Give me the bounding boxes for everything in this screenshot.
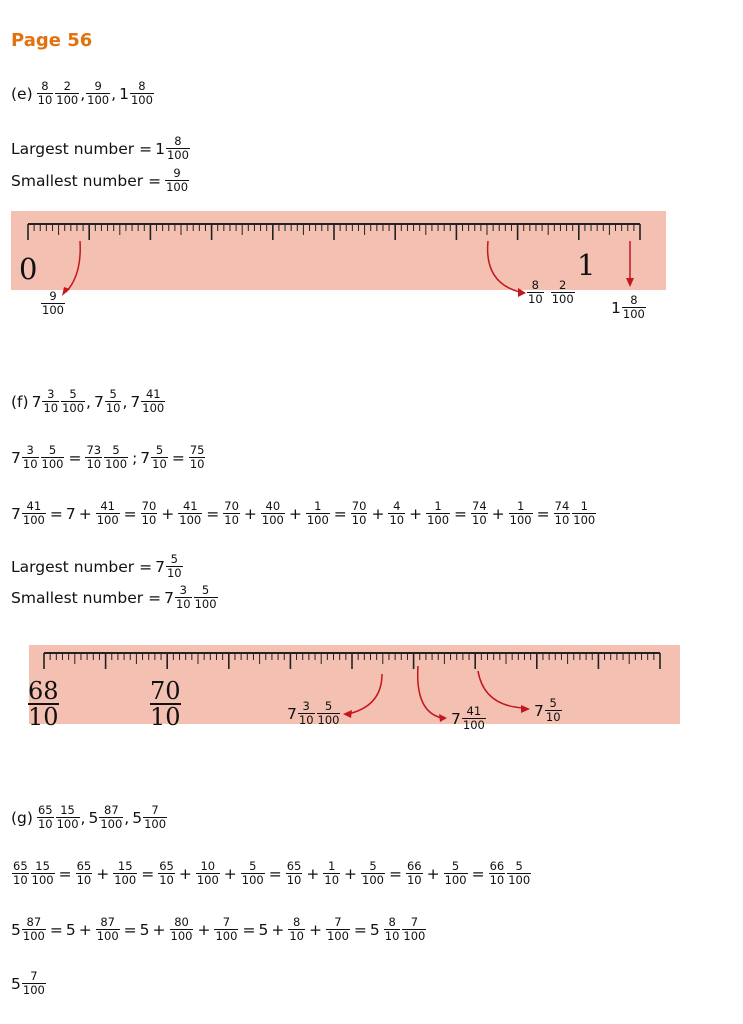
ruler-f-mark-7-3-5: 7 $\frac{3}{10}$ $\frac{5}{100}$ [287, 699, 340, 727]
fraction: $\frac{9}{100}$ [166, 166, 189, 194]
arrow [348, 674, 382, 714]
f-smallest: Smallest number = 7 $\frac{3}{10}$ $\frac{5}{100}$ [11, 583, 217, 611]
fraction: $\frac{2}{100}$ [56, 79, 79, 107]
ruler-f-right-label: 70 10 [150, 677, 181, 731]
f-list: (f) 7 $\frac{3}{10}$ $\frac{5}{100}$ , 7 $\frac{5}{10}$ , 7 $\frac{41}{100}$ [11, 387, 165, 415]
fraction: $\frac{8}{10}$ [528, 278, 543, 306]
arrowhead [521, 705, 530, 713]
arrow [418, 666, 442, 718]
e-largest: Largest number = 1 $\frac{8}{100}$ [11, 134, 189, 162]
fraction: $\frac{8}{100}$ [166, 134, 189, 162]
ruler-f-arrows [348, 666, 524, 718]
fraction: $\frac{9}{100}$ [87, 79, 110, 107]
ruler-f-left-label: 68 10 [28, 677, 59, 731]
fraction: $\frac{2}{100}$ [551, 278, 574, 306]
g-convert-2: 5 $\frac{87}{100}$ = 5 + $\frac{87}{100}$ = 5 + $\frac{80}{100}$ + $\frac{7}{100}$ = 5 + $\frac{8}{10}$ + $\frac{7}{100}$ = 5 $\frac{8}{10}$ $\frac{7}{100}$ [11, 915, 426, 943]
g-list: (g) $\frac{65}{10}$ $\frac{15}{100}$ , 5 $\frac{87}{100}$ , 5 $\frac{7}{100}$ [11, 803, 167, 831]
g-convert-1: $\frac{65}{10}$ $\frac{15}{100}$ = $\frac{65}{10}$ + $\frac{15}{100}$ = $\frac{65}{10}$ + $\frac{10}{100}$ + $\frac{5}{100}$ = $\frac{65}{10}$ + $\frac{1}{10}$ + $\frac{5}{100}$ = $\frac{66}{10}$ + $\frac{5}{100}$ = $\frac{66}{10}$ $\frac{5}{100}$ [13, 859, 531, 887]
e-label: (e) [11, 84, 33, 103]
arrow [478, 671, 524, 708]
fraction: $\frac{8}{10}$ [37, 79, 53, 107]
g-result: 5 $\frac{7}{100}$ [11, 969, 45, 997]
arrowhead [439, 714, 447, 722]
ruler-f-mark-7-5: 7 $\frac{5}{10}$ [534, 696, 561, 724]
e-smallest: Smallest number = $\frac{9}{100}$ [11, 166, 189, 194]
f-convert-2: 7 $\frac{41}{100}$ = 7 + $\frac{41}{100}$ = $\frac{70}{10}$ + $\frac{41}{100}$ = $\frac{70}{10}$ + $\frac{40}{100}$ + $\frac{1}{100}$ = $\frac{70}{10}$ + $\frac{4}{10}$ + $\frac{1}{100}$ = $\frac{74}{10}$ + $\frac{1}{100}$ = $\frac{74}{10}$ $\frac{1}{100}$ [11, 499, 596, 527]
page-title: Page 56 [11, 30, 93, 51]
fraction: $\frac{8}{100}$ [130, 79, 153, 107]
ruler-f-mark-7-41: 7 $\frac{41}{100}$ [451, 704, 485, 732]
ruler-e-mark-1-8: 1 $\frac{8}{100}$ [611, 293, 645, 321]
ruler-f-ticks [44, 653, 660, 669]
arrowhead [343, 710, 352, 718]
fraction: $\frac{9}{100}$ [42, 289, 64, 317]
ruler-e-start-label: 0 [19, 252, 38, 286]
f-largest: Largest number = 7 $\frac{5}{10}$ [11, 552, 182, 580]
ruler-e-end-label: 1 [577, 248, 596, 282]
ruler-f-arrowheads [343, 705, 530, 722]
f-convert-1: 7 $\frac{3}{10}$ $\frac{5}{100}$ = $\frac{73}{10}$ $\frac{5}{100}$ ; 7 $\frac{5}{10}$ = $\frac{75}{10}$ [11, 443, 205, 471]
fraction: $\frac{8}{100}$ [622, 293, 645, 321]
e-list: (e) $\frac{8}{10}$ $\frac{2}{100}$ , $\frac{9}{100}$ , 1 $\frac{8}{100}$ [11, 79, 153, 107]
